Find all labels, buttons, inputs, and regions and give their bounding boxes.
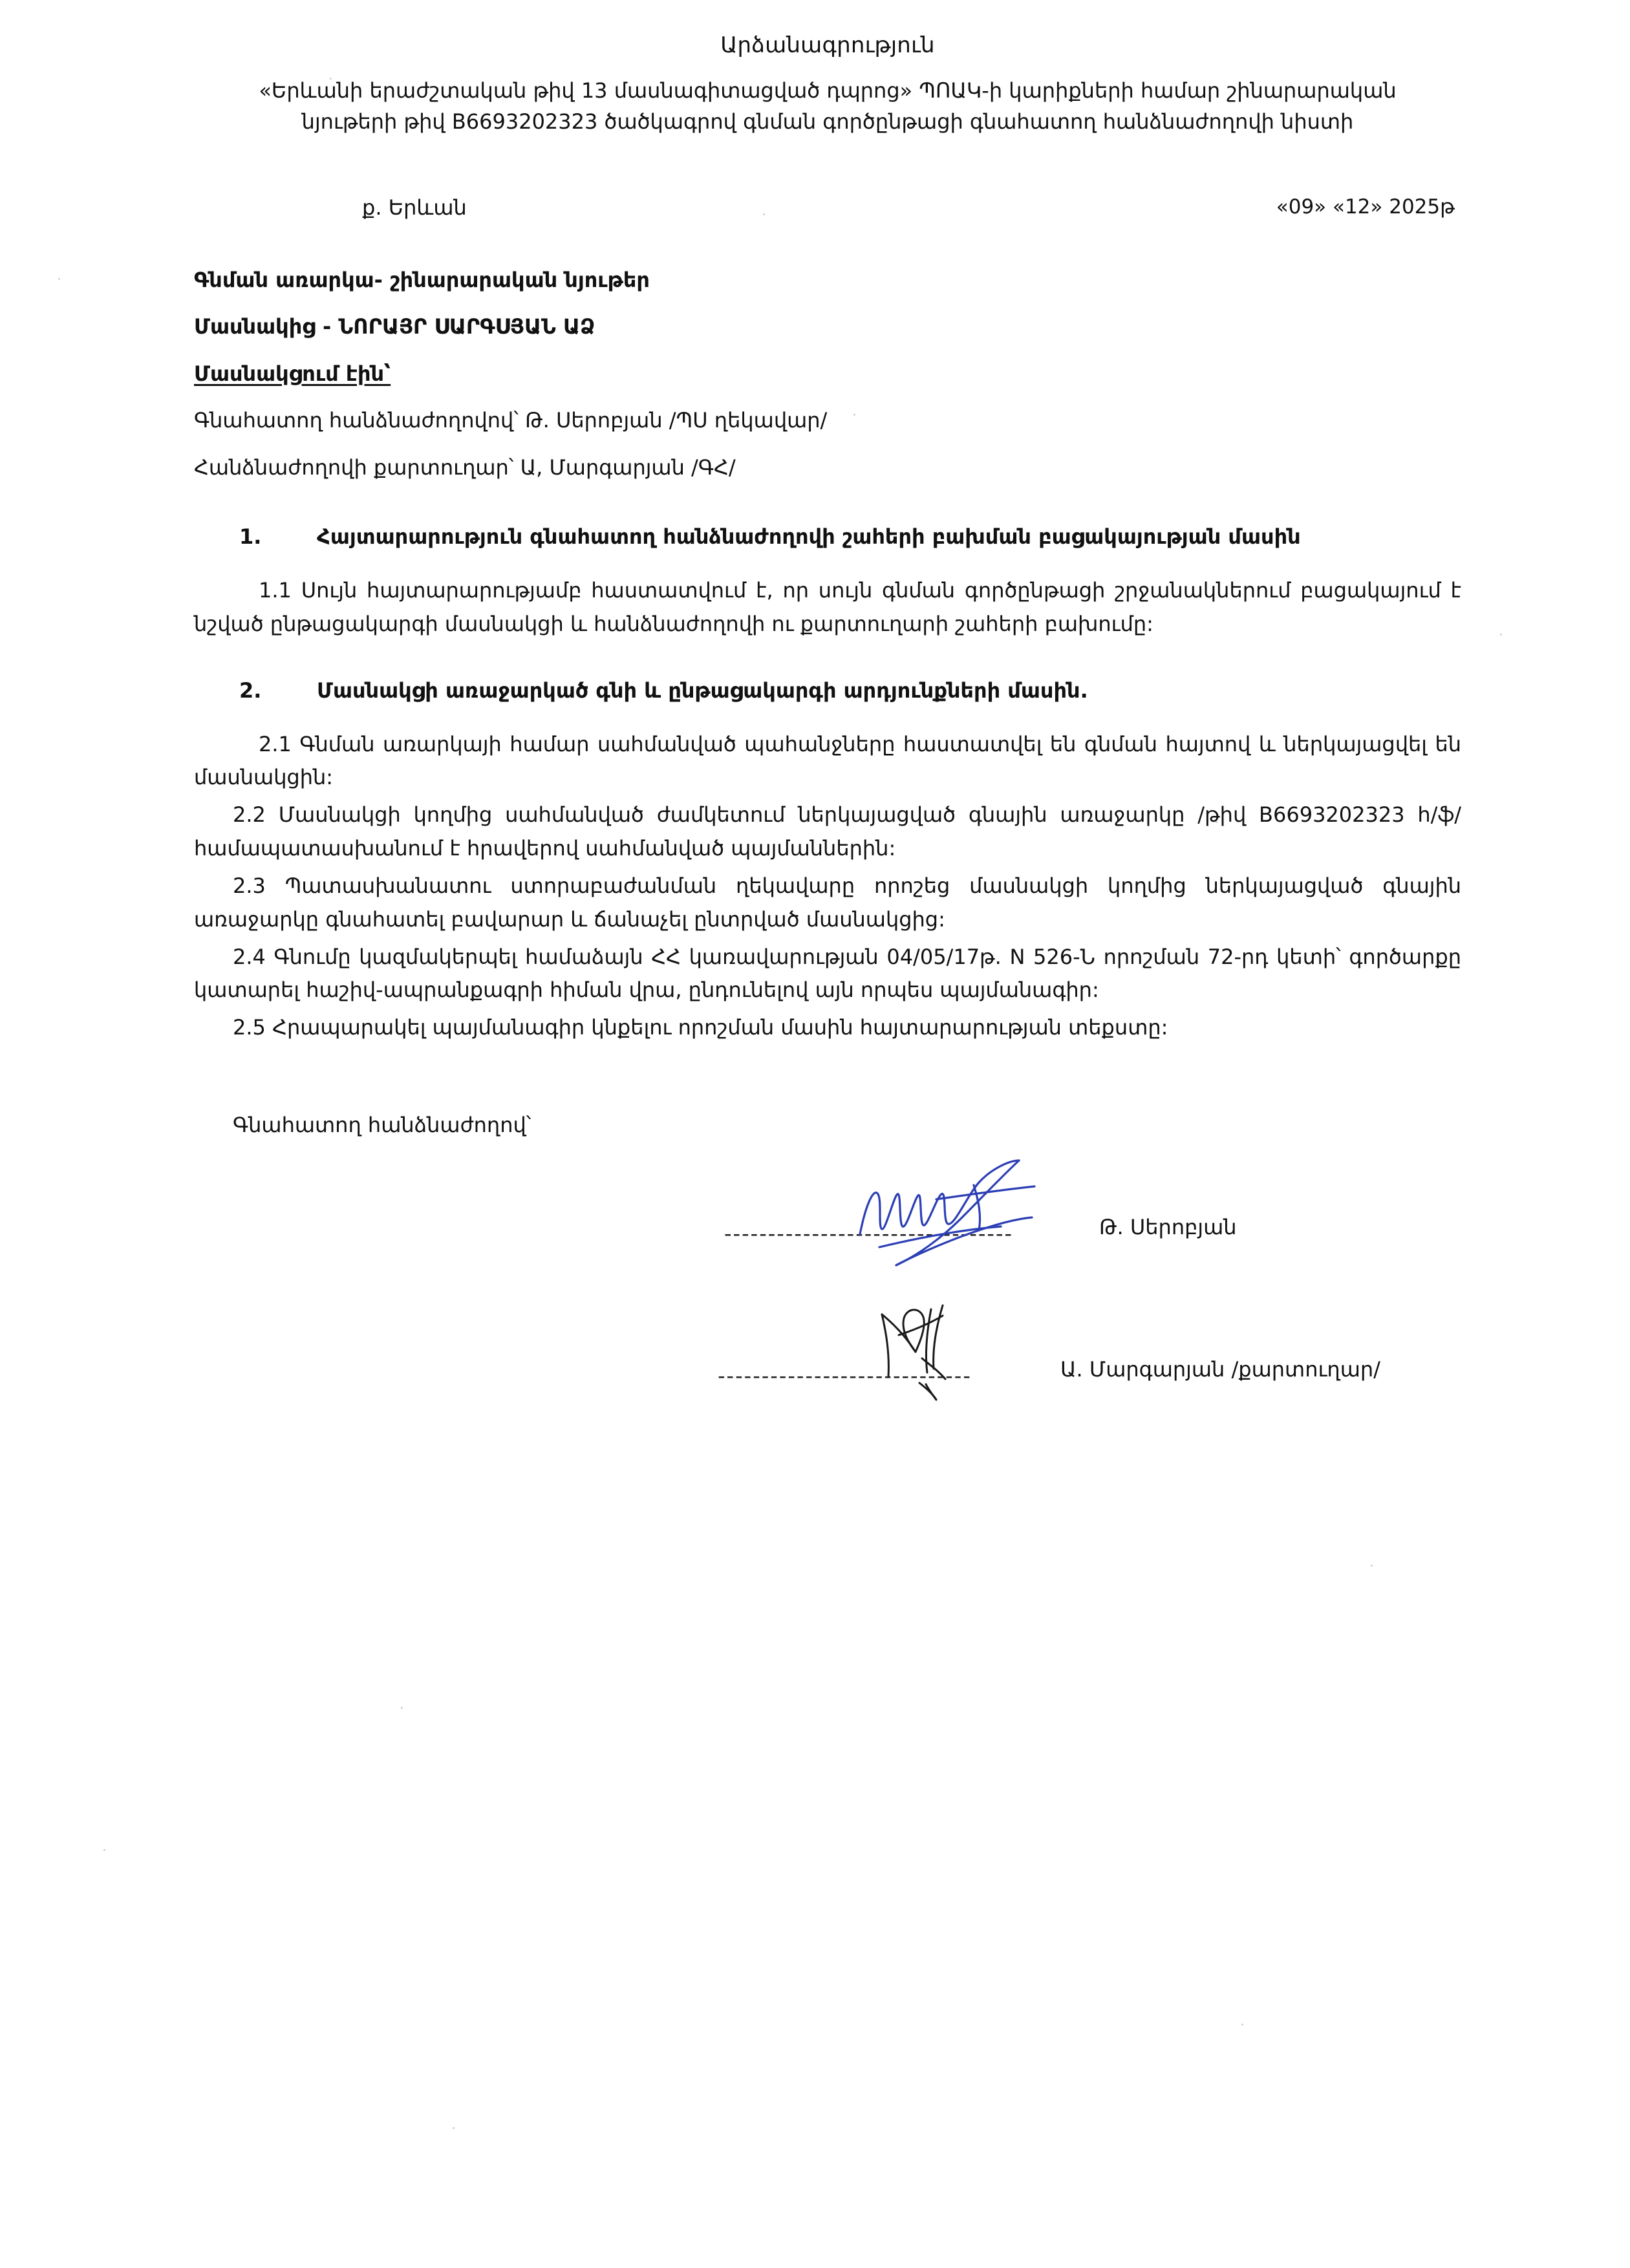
signatory-name-2: Ա. Մարգարյան /քարտուղար/ <box>1060 1357 1380 1382</box>
page-title: Արձանագրություն <box>720 32 935 58</box>
subtitle-line-1: «Երևանի երաժշտական թիվ 13 մասնագիտացված դպրոց» ՊՈԱԿ-ի կարիքների համար շինարարական <box>259 78 1397 103</box>
subtitle-line-2: նյութերի թիվ B6693202323 ծածկագրով գնման գործընթացի գնահատող հանձնաժողովի նիստի <box>301 109 1354 134</box>
signature-line-1: --------------------------------- <box>724 1221 1014 1246</box>
participant-line: Մասնակից - ՆՈՐԱՅՐ ՍԱՐԳՍՅԱՆ ԱՁ <box>194 314 595 339</box>
signature-block-label: Գնահատող հանձնաժողով՝ <box>233 1113 531 1138</box>
signatory-name-1: Թ. Սերոբյան <box>1099 1215 1237 1240</box>
document-subtitle <box>220 75 1435 137</box>
section-1-paragraph-1-number: 1.1 <box>259 577 292 603</box>
section-2-paragraph-2: 2.2 Մասնակցի կողմից սահմանված ժամկետում ներկայացված գնային առաջարկը /թիվ B6693202323 հ/ֆ/ համապատասխանում է հրավերով սահմանված պայմաններին: <box>194 802 1461 861</box>
city-label: ք. Երևան <box>362 195 467 220</box>
document-body <box>194 32 1461 1422</box>
section-2-title: Մասնակցի առաջարկած գնի և ընթացակարգի արդյունքների մասին. <box>317 678 1088 703</box>
section-2-paragraph-1: 2.1 Գնման առարկայի համար սահմանված պահանջները հաստատվել են գնման հայտով և ներկայացվել են մասնակցին: <box>194 731 1461 790</box>
present-heading: Մասնակցում էին՝ <box>194 361 391 386</box>
signature-row-2 <box>194 1299 1461 1422</box>
section-2-paragraph-4: 2.4 Գնումը կազմակերպել համաձայն ՀՀ կառավարության 04/05/17թ. N 526-Ն որոշման 72-րդ կետի՝ գործարքը կատարել հաշիվ-ապրանքագրի հիման վրա, ընդունելով այն որպես պայմանագիր: <box>194 944 1461 1003</box>
section-1-heading <box>194 521 1461 552</box>
place-date-row <box>194 195 1461 241</box>
present-member-1: Գնահատող հանձնաժողովով՝ Թ. Սերոբյան /ՊՍ ղեկավար/ <box>194 408 828 433</box>
section-2-paragraph-3: 2.3 Պատասխանատու ստորաբաժանման ղեկավարը որոշեց մասնակցի կողմից ներկայացված գնային առաջարկը գնահատել բավարար և ճանաչել ընտրված մասնակցից: <box>194 873 1461 932</box>
handwritten-signature-2 <box>860 1292 1028 1415</box>
subject-line: Գնման առարկա- շինարարական նյութեր <box>194 268 650 292</box>
signature-line-2: ----------------------------- <box>718 1364 972 1389</box>
section-1-number: 1. <box>239 524 262 549</box>
section-1-paragraph-1-text: Սույն հայտարարությամբ հաստատվում է, որ սույն գնման գործընթացի շրջանակներում բացակայում է նշված ընթացակարգի մասնակցի և հանձնաժողովի ու քարտուղարի շահերի բախումը: <box>194 577 1462 636</box>
section-2-number: 2. <box>239 678 262 703</box>
signature-row-1 <box>194 1163 1461 1292</box>
meta-block <box>194 260 1461 487</box>
date-label: «09» «12» 2025թ <box>1276 195 1455 219</box>
section-2-heading <box>194 675 1461 706</box>
section-2-paragraph-5: 2.5 Հրապարակել պայմանագիր կնքելու որոշման մասին հայտարարության տեքստը: <box>233 1015 1168 1040</box>
section-1-title: Հայտարարություն գնահատող հանձնաժողովի շահերի բախման բացակայության մասին <box>317 524 1301 549</box>
present-member-2: Հանձնաժողովի քարտուղար՝ Ա, Մարգարյան /ԳՀ/ <box>194 455 736 480</box>
section-1-paragraph-1 <box>194 574 1461 641</box>
